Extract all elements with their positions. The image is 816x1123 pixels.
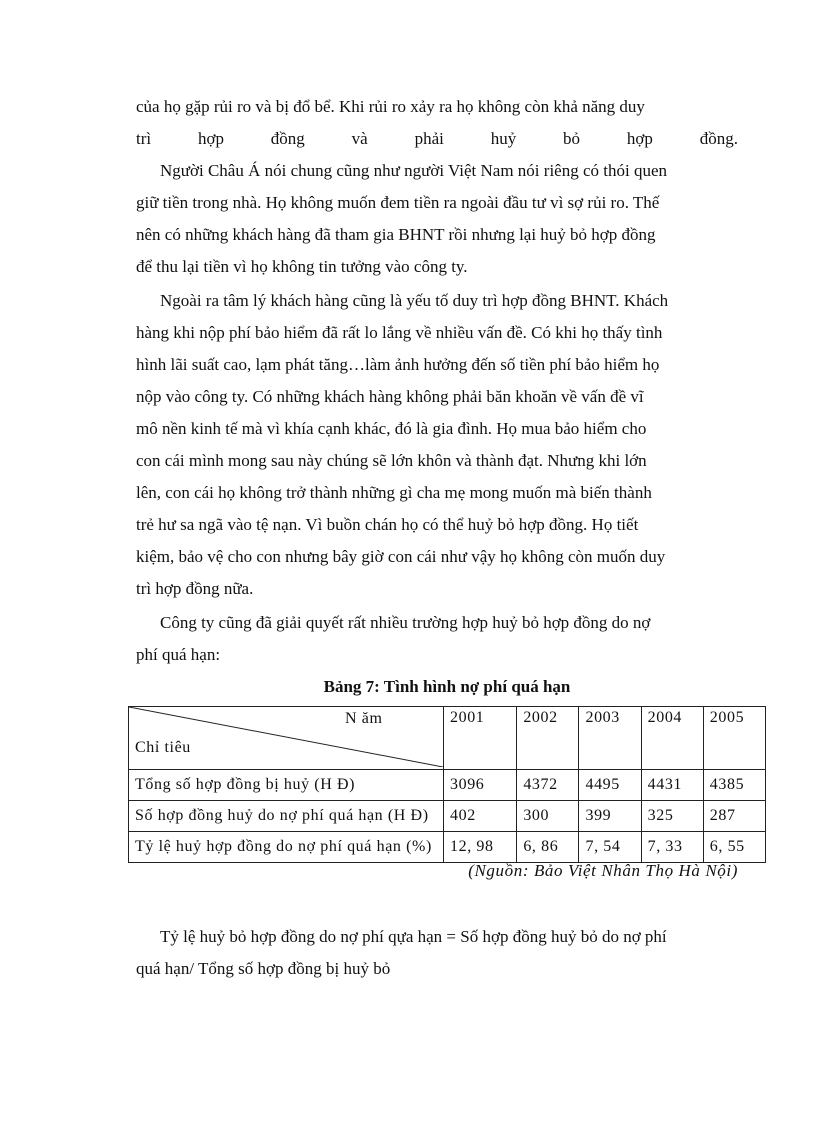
- paragraph-line: hàng khi nộp phí bảo hiểm đã rất lo lắng về nhiều vấn đề. Có khi họ thấy tình: [136, 323, 663, 342]
- paragraph-line: quá hạn/ Tổng số hợp đồng bị huỷ bỏ: [136, 959, 391, 978]
- table-row: [129, 801, 766, 832]
- table-cell: 4372: [517, 770, 579, 801]
- table-cell: 399: [579, 801, 641, 832]
- paragraph-line: để thu lại tiền vì họ không tin tưởng vào công ty.: [136, 257, 468, 276]
- table-cell: 3096: [444, 770, 517, 801]
- year-2001-header: 2001: [444, 707, 517, 770]
- paragraph-line: giữ tiền trong nhà. Họ không muốn đem tiền ra ngoài đầu tư vì sợ rủi ro. Thế: [136, 193, 660, 212]
- overdue-premium-table: [128, 706, 766, 863]
- paragraph-line: trẻ hư sa ngã vào tệ nạn. Vì buồn chán họ có thể huỷ bỏ hợp đồng. Họ tiết: [136, 515, 639, 534]
- table-caption: Bảng 7: Tình hình nợ phí quá hạn: [323, 677, 571, 696]
- table-cell: 12, 98: [444, 832, 517, 863]
- paragraph-line: Người Châu Á nói chung cũng như người Việt Nam nói riêng có thói quen: [160, 161, 667, 180]
- table-cell: 300: [517, 801, 579, 832]
- paragraph-line: trì hợp đồng và phải huỷ bỏ hợp đồng.: [136, 129, 738, 148]
- year-2002-header: 2002: [517, 707, 579, 770]
- row-label: Tổng số hợp đồng bị huỷ (H Đ): [129, 770, 444, 801]
- year-2005-header: 2005: [703, 707, 765, 770]
- table-cell: 4385: [703, 770, 765, 801]
- table-cell: 7, 54: [579, 832, 641, 863]
- paragraph-line: Tỷ lệ huỷ bỏ hợp đồng do nợ phí qựa hạn = Số hợp đồng huỷ bỏ do nợ phí: [160, 927, 667, 946]
- paragraph-line: kiệm, bảo vệ cho con nhưng bây giờ con cái như vậy họ không còn muốn duy: [136, 547, 666, 566]
- table-cell: 402: [444, 801, 517, 832]
- paragraph-line: hình lãi suất cao, lạm phát tăng…làm ảnh hưởng đến số tiền phí bảo hiểm họ: [136, 355, 660, 374]
- table-cell: 325: [641, 801, 703, 832]
- year-2004-header: 2004: [641, 707, 703, 770]
- table-header-row: [129, 707, 766, 770]
- diagonal-divider-line: [129, 707, 443, 767]
- table-cell: 7, 33: [641, 832, 703, 863]
- table-row: [129, 832, 766, 863]
- criteria-header: Chỉ tiêu: [135, 739, 191, 756]
- paragraph-line: của họ gặp rủi ro và bị đổ bể. Khi rủi ro xảy ra họ không còn khả năng duy: [136, 97, 645, 116]
- paragraph-line: con cái mình mong sau này chúng sẽ lớn khôn và thành đạt. Nhưng khi lớn: [136, 451, 647, 470]
- row-label: Tỷ lệ huỷ hợp đồng do nợ phí quá hạn (%): [129, 832, 444, 863]
- year-header: N ăm: [345, 710, 383, 727]
- table-cell: 4431: [641, 770, 703, 801]
- paragraph-line: Công ty cũng đã giải quyết rất nhiều trường hợp huỷ bỏ hợp đồng do nợ: [160, 613, 651, 632]
- paragraph-line: nên có những khách hàng đã tham gia BHNT rồi nhưng lại huỷ bỏ hợp đồng: [136, 225, 656, 244]
- paragraph-line: nộp vào công ty. Có những khách hàng không phải băn khoăn về vấn đề vĩ: [136, 387, 644, 406]
- row-label: Số hợp đồng huỷ do nợ phí quá hạn (H Đ): [129, 801, 444, 832]
- paragraph-line: Ngoài ra tâm lý khách hàng cũng là yếu tố duy trì hợp đồng BHNT. Khách: [160, 291, 669, 310]
- table-cell: 4495: [579, 770, 641, 801]
- table-cell: 6, 86: [517, 832, 579, 863]
- year-2003-header: 2003: [579, 707, 641, 770]
- table-cell: 287: [703, 801, 765, 832]
- diagonal-header-cell: [129, 707, 444, 770]
- table-cell: 6, 55: [703, 832, 765, 863]
- paragraph-line: phí quá hạn:: [136, 645, 221, 664]
- table-source-note: (Nguồn: Bảo Việt Nhân Thọ Hà Nội): [468, 861, 738, 880]
- table-row: [129, 770, 766, 801]
- paragraph-line: mô nền kinh tế mà vì khía cạnh khác, đó là gia đình. Họ mua bảo hiểm cho: [136, 419, 647, 438]
- paragraph-line: trì hợp đồng nữa.: [136, 579, 254, 598]
- paragraph-line: lên, con cái họ không trở thành những gì cha mẹ mong muốn mà biến thành: [136, 483, 652, 502]
